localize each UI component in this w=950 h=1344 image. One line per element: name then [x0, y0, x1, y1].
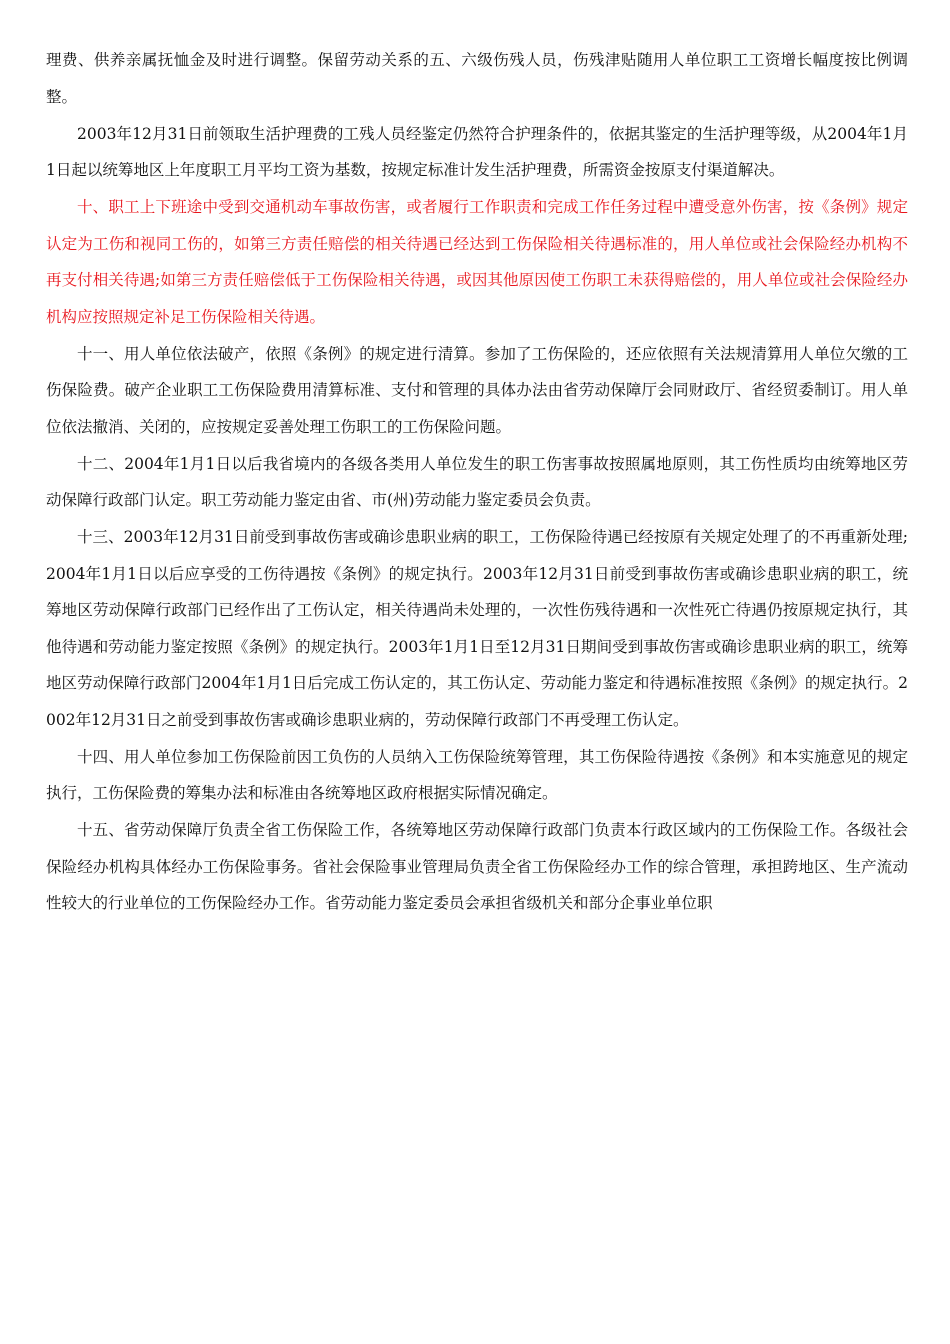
paragraph-continuation: 理费、供养亲属抚恤金及时进行调整。保留劳动关系的五、六级伤残人员，伤残津贴随用人单位职工工资增长幅度按比例调整。: [46, 51, 908, 106]
paragraph-section-11: 十一、用人单位依法破产，依照《条例》的规定进行清算。参加了工伤保险的，还应依照有关法规清算用人单位欠缴的工伤保险费。破产企业职工工伤保险费用清算标准、支付和管理的具体办法由省劳动保障厅会同财政厅、省经贸委制订。用人单位依法撤消、关闭的，应按规定妥善处理工伤职工的工伤保险问题。: [46, 344, 908, 436]
document-page: [46, 42, 908, 922]
paragraph-section-10-highlighted: 十、职工上下班途中受到交通机动车事故伤害，或者履行工作职责和完成工作任务过程中遭受意外伤害，按《条例》规定认定为工伤和视同工伤的，如第三方责任赔偿的相关待遇已经达到工伤保险相关待遇标准的，用人单位或社会保险经办机构不再支付相关待遇;如第三方责任赔偿低于工伤保险相关待遇，或因其他原因使工伤职工未获得赔偿的，用人单位或社会保险经办机构应按照规定补足工伤保险相关待遇。: [46, 198, 908, 326]
paragraph-section-14: 十四、用人单位参加工伤保险前因工负伤的人员纳入工伤保险统筹管理，其工伤保险待遇按《条例》和本实施意见的规定执行，工伤保险费的筹集办法和标准由各统筹地区政府根据实际情况确定。: [46, 747, 908, 802]
paragraph-nursing-fee: 2003年12月31日前领取生活护理费的工残人员经鉴定仍然符合护理条件的，依据其鉴定的生活护理等级，从2004年1月1日起以统筹地区上年度职工月平均工资为基数，按规定标准计发生活护理费，所需资金按原支付渠道解决。: [46, 124, 908, 179]
paragraph-section-12: 十二、2004年1月1日以后我省境内的各级各类用人单位发生的职工伤害事故按照属地原则，其工伤性质均由统筹地区劳动保障行政部门认定。职工劳动能力鉴定由省、市(州)劳动能力鉴定委员会负责。: [46, 454, 908, 509]
paragraph-section-13: 十三、2003年12月31日前受到事故伤害或确诊患职业病的职工，工伤保险待遇已经按原有关规定处理了的不再重新处理;2004年1月1日以后应享受的工伤待遇按《条例》的规定执行。2003年12月31日前受到事故伤害或确诊患职业病的职工，统筹地区劳动保障行政部门已经作出了工伤认定，相关待遇尚未处理的，一次性伤残待遇和一次性死亡待遇仍按原规定执行，其他待遇和劳动能力鉴定按照《条例》的规定执行。2003年1月1日至12月31日期间受到事故伤害或确诊患职业病的职工，统筹地区劳动保障行政部门2004年1月1日后完成工伤认定的，其工伤认定、劳动能力鉴定和待遇标准按照《条例》的规定执行。2002年12月31日之前受到事故伤害或确诊患职业病的，劳动保障行政部门不再受理工伤认定。: [46, 528, 908, 729]
paragraph-section-15: 十五、省劳动保障厅负责全省工伤保险工作，各统筹地区劳动保障行政部门负责本行政区域内的工伤保险工作。各级社会保险经办机构具体经办工伤保险事务。省社会保险事业管理局负责全省工伤保险经办工作的综合管理，承担跨地区、生产流动性较大的行业单位的工伤保险经办工作。省劳动能力鉴定委员会承担省级机关和部分企事业单位职: [46, 821, 908, 912]
